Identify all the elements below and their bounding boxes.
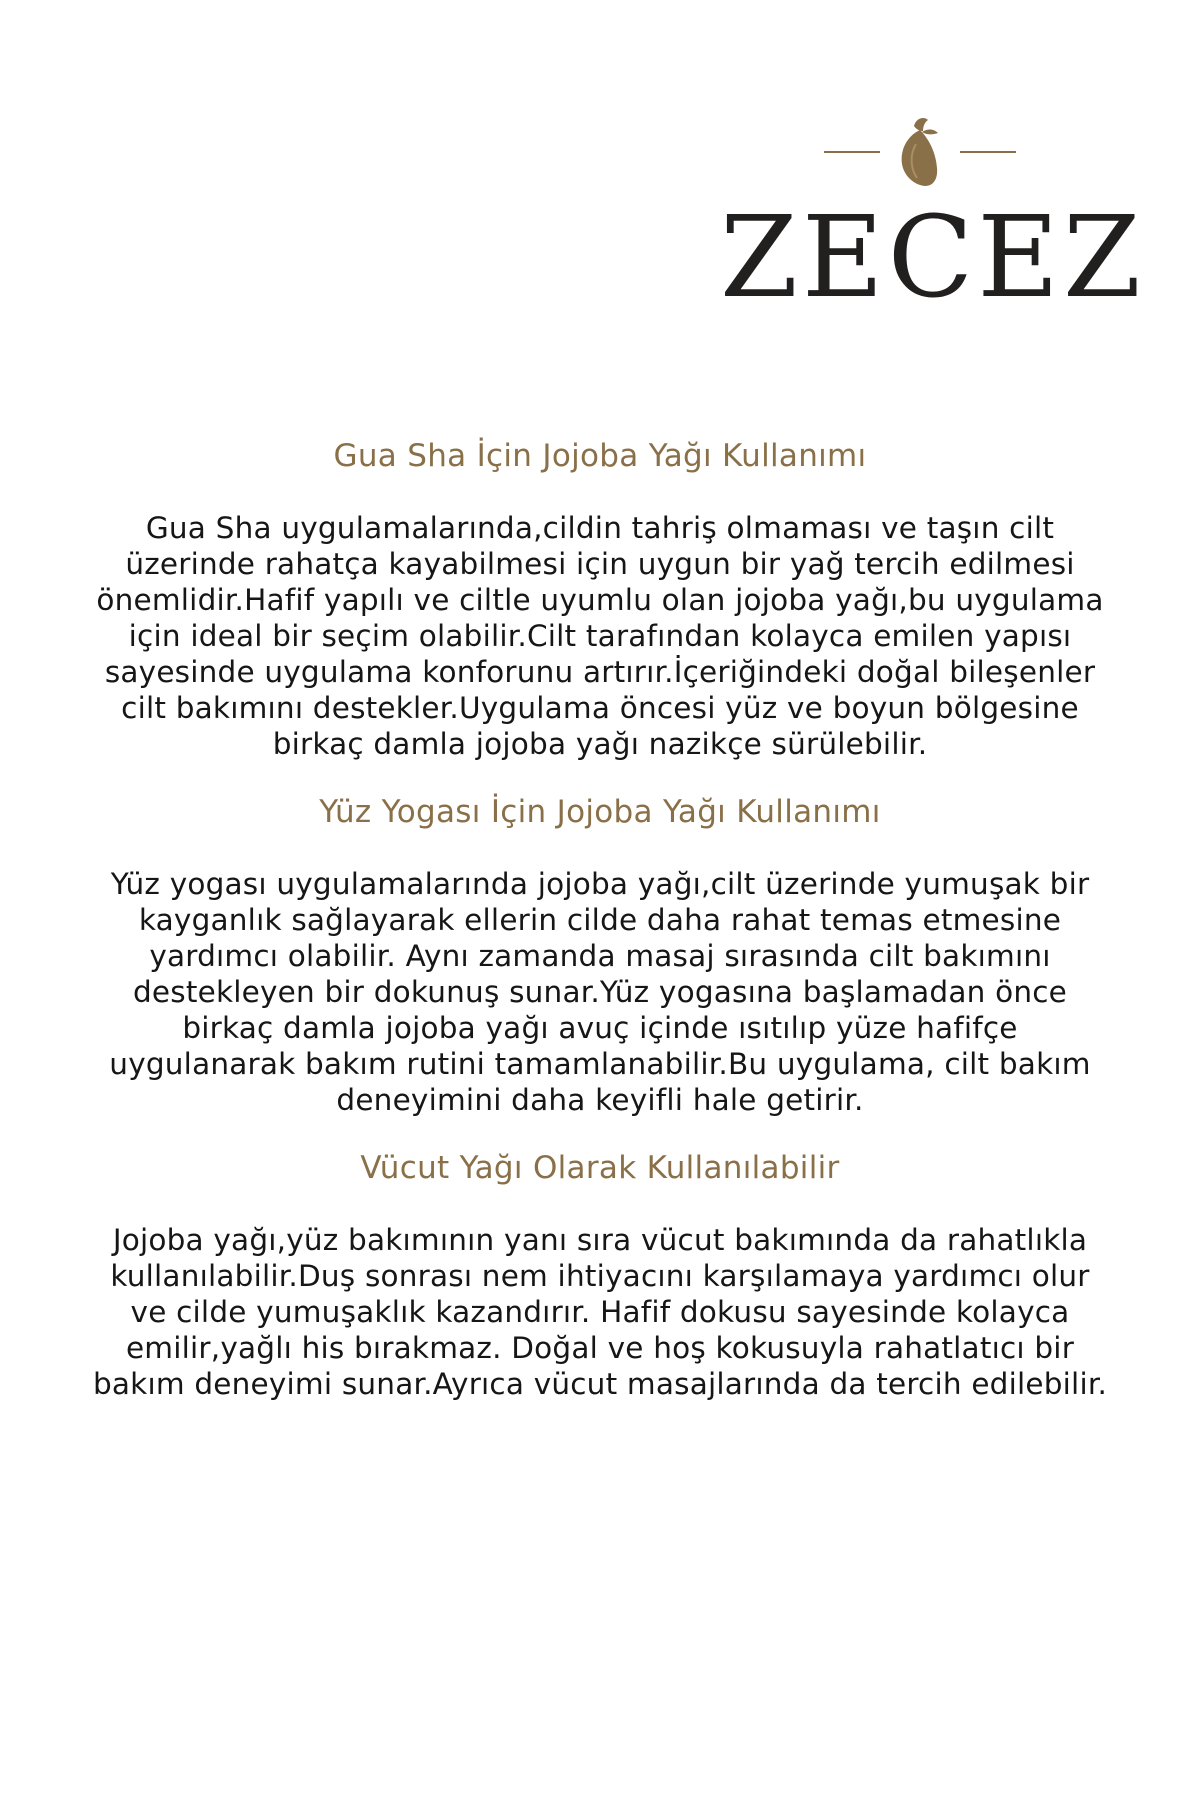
emblem-stem: [914, 118, 928, 131]
brand-name: ZECEZ: [720, 193, 1145, 323]
section-face-yoga: [90, 792, 1110, 1118]
emblem-seed: [902, 130, 937, 186]
section-title: Gua Sha İçin Jojoba Yağı Kullanımı: [333, 438, 867, 474]
content: [90, 436, 1110, 1402]
section-body: Jojoba yağı,yüz bakımının yanı sıra vücut bakımında da rahatlıkla kullanılabilir.Duş sonrası nem ihtiyacını karşılamaya yardımcı olur ve cilde yumuşaklık kazandırır. Hafif dokusu sayesinde kolayca emilir,yağlı his bırakmaz. Doğal ve hoş kokusuyla rahatlatıcı bir bakım deneyimi sunar.Ayrıca vücut masajlarında da tercih edilebilir.: [92, 1223, 1108, 1401]
section-title: Vücut Yağı Olarak Kullanılabilir: [360, 1150, 840, 1186]
section-gua-sha: [90, 436, 1110, 762]
section-body: Gua Sha uygulamalarında,cildin tahriş olmaması ve taşın cilt üzerinde rahatça kayabilmesi için uygun bir yağ tercih edilmesi önemlidir.Hafif yapılı ve ciltle uyumlu olan jojoba yağı,bu uygulama için ideal bir seçim olabilir.Cilt tarafından kolayca emilen yapısı sayesinde uygulama konforunu artırır.İçeriğindeki doğal bileşenler cilt bakımını destekler.Uygulama öncesi yüz ve boyun bölgesine birkaç damla jojoba yağı nazikçe sürülebilir.: [96, 511, 1104, 761]
brand-emblem: [720, 110, 1120, 200]
brand-logo: [720, 110, 1145, 330]
section-title: Yüz Yogası İçin Jojoba Yağı Kullanımı: [319, 794, 881, 830]
emblem-leaf: [922, 129, 938, 134]
seed-icon: [720, 110, 1120, 200]
section-body: Yüz yogası uygulamalarında jojoba yağı,cilt üzerinde yumuşak bir kayganlık sağlayarak ellerin cilde daha rahat temas etmesine yardımcı olabilir. Aynı zamanda masaj sırasında cilt bakımını destekleyen bir dokunuş sunar.Yüz yogasına başlamadan önce birkaç damla jojoba yağı avuç içinde ısıtılıp yüze hafifçe uygulanarak bakım rutini tamamlanabilir.Bu uygulama, cilt bakım deneyimini daha keyifli hale getirir.: [109, 867, 1091, 1117]
section-body-oil: [90, 1148, 1110, 1402]
